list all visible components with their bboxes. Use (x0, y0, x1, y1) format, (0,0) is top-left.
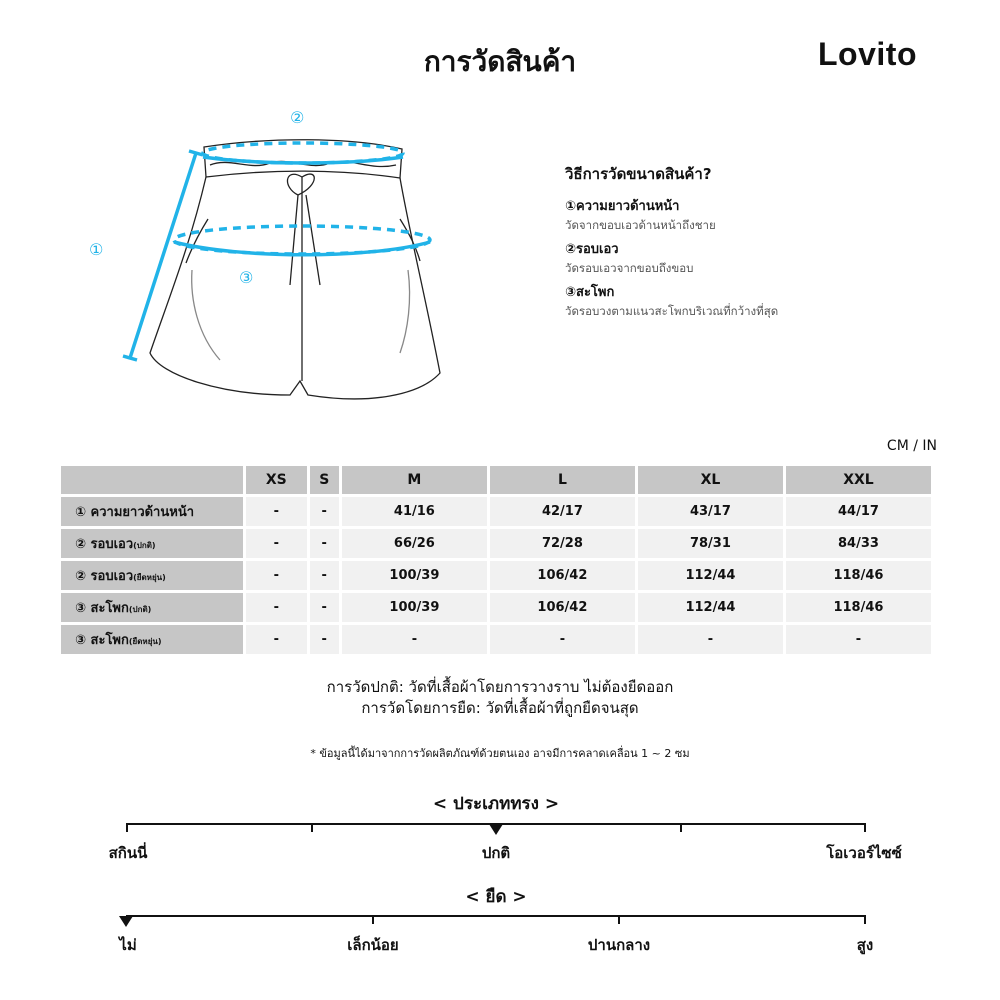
table-cell: 78/31 (638, 529, 783, 558)
left-pocket (186, 219, 208, 263)
table-cell: 66/26 (342, 529, 487, 558)
fit-scale-tick (680, 823, 682, 832)
row-label (61, 593, 243, 622)
row-label (61, 625, 243, 654)
stretch-scale-label: เล็กน้อย (347, 936, 399, 954)
table-cell: - (246, 561, 307, 590)
table-cell: - (246, 625, 307, 654)
row-label-note: (ยืดหยุ่น) (128, 637, 162, 646)
table-cell: - (310, 625, 339, 654)
row-label-note: (ปกติ) (128, 605, 152, 614)
table-cell: - (786, 625, 931, 654)
row-label-text: ③ สะโพก (75, 633, 129, 648)
waist-measure-front (203, 157, 403, 163)
table-cell: 112/44 (638, 593, 783, 622)
drawstring (287, 174, 320, 285)
row-label-text: ② รอบเอว (75, 569, 134, 584)
length-measure-cap-top (189, 151, 203, 155)
stretch-scale-line (126, 915, 866, 917)
measurement-notes (0, 677, 1000, 719)
marker-hip: ③ (239, 268, 254, 287)
fit-scale-label: โอเวอร์ไซซ์ (826, 844, 902, 862)
stretch-scale-title: < ยืด > (465, 887, 527, 907)
right-pocket (400, 219, 420, 261)
row-label (61, 561, 243, 590)
table-cell: - (310, 529, 339, 558)
table-cell: - (310, 561, 339, 590)
table-cell: 118/46 (786, 561, 931, 590)
fit-scale-tick (311, 823, 313, 832)
how-to-item (565, 241, 945, 277)
how-to-item-title: ③สะโพก (565, 285, 615, 300)
table-cell: 118/46 (786, 593, 931, 622)
row-label-text: ② รอบเอว (75, 537, 134, 552)
table-cell: 106/42 (490, 593, 635, 622)
how-to-item-title: ①ความยาวด้านหน้า (565, 199, 680, 214)
table-cell: 100/39 (342, 593, 487, 622)
stretch-scale-label: ปานกลาง (587, 936, 651, 954)
size-table (58, 463, 934, 657)
table-cell: 43/17 (638, 497, 783, 526)
disclaimer: * ข้อมูลนี้ได้มาจากการวัดผลิตภัณฑ์ด้วยตนเอง อาจมีการคลาดเคลื่อน 1 ~ 2 ซม (310, 747, 690, 760)
size-header: XXL (786, 466, 931, 494)
size-header: XL (638, 466, 783, 494)
how-to-item-desc: วัดรอบเอวจากขอบถึงขอบ (565, 261, 694, 275)
stretch-scale-tick (864, 915, 866, 924)
table-cell: - (246, 497, 307, 526)
fit-scale-tick (126, 823, 128, 832)
how-to-title: วิธีการวัดขนาดสินค้า? (565, 165, 712, 183)
length-measure-line (130, 153, 196, 358)
size-header: M (342, 466, 487, 494)
how-to-item (565, 284, 945, 320)
row-label-text: ① ความยาวด้านหน้า (75, 505, 194, 520)
how-to-item-title: ②รอบเอว (565, 242, 619, 257)
fit-scale-tick (864, 823, 866, 832)
row-label (61, 497, 243, 526)
fit-scale-marker (489, 824, 503, 835)
table-corner-cell (61, 466, 243, 494)
left-pleat (192, 270, 220, 360)
table-row (61, 561, 931, 590)
table-cell: 44/17 (786, 497, 931, 526)
how-to-item-desc: วัดรอบวงตามแนวสะโพกบริเวณที่กว้างที่สุด (565, 304, 779, 318)
stretch-scale-label: ไม่ (119, 936, 137, 954)
row-label-note: (ปกติ) (133, 541, 156, 550)
fit-scale-label: ปกติ (481, 844, 511, 862)
fit-scale-title: < ประเภททรง > (432, 794, 560, 814)
table-cell: - (638, 625, 783, 654)
how-to-measure (565, 162, 945, 327)
table-cell: 72/28 (490, 529, 635, 558)
table-cell: 42/17 (490, 497, 635, 526)
table-cell: 84/33 (786, 529, 931, 558)
table-row (61, 497, 931, 526)
note-normal: การวัดปกติ: วัดที่เสื้อผ้าโดยการวางราบ ไม่ต้องยืดออก (326, 678, 674, 696)
marker-waist: ② (290, 108, 305, 127)
right-pleat (400, 270, 410, 353)
size-header: S (310, 466, 339, 494)
stretch-scale-tick (372, 915, 374, 924)
size-header: L (490, 466, 635, 494)
table-cell: 41/16 (342, 497, 487, 526)
table-cell: 100/39 (342, 561, 487, 590)
note-stretched: การวัดโดยการยืด: วัดที่เสื้อผ้าที่ถูกยืดจนสุด (361, 699, 639, 717)
stretch-scale-marker (119, 916, 133, 927)
table-row (61, 625, 931, 654)
table-cell: - (246, 529, 307, 558)
row-label (61, 529, 243, 558)
how-to-item-desc: วัดจากขอบเอวด้านหน้าถึงชาย (565, 218, 716, 232)
table-cell: 106/42 (490, 561, 635, 590)
how-to-item (565, 198, 945, 234)
shorts-outline (150, 177, 440, 399)
table-row (61, 593, 931, 622)
shorts-diagram (70, 95, 470, 425)
page-title: การวัดสินค้า (423, 45, 577, 78)
fit-scale-label: สกินนี่ (108, 844, 148, 862)
table-header-row (61, 466, 931, 494)
table-cell: - (310, 593, 339, 622)
table-cell: 112/44 (638, 561, 783, 590)
table-cell: - (490, 625, 635, 654)
stretch-scale-tick (618, 915, 620, 924)
brand-logo: Lovito (818, 36, 917, 72)
row-label-text: ③ สะโพก (75, 601, 129, 616)
length-measure-cap-bottom (123, 356, 137, 360)
table-cell: - (246, 593, 307, 622)
unit-label: CM / IN (886, 438, 937, 454)
size-header: XS (246, 466, 307, 494)
row-label-note: (ยืดหยุ่น) (133, 573, 166, 582)
marker-length: ① (89, 240, 104, 259)
table-cell: - (310, 497, 339, 526)
table-cell: - (342, 625, 487, 654)
table-row (61, 529, 931, 558)
stretch-scale-label: สูง (856, 936, 874, 954)
